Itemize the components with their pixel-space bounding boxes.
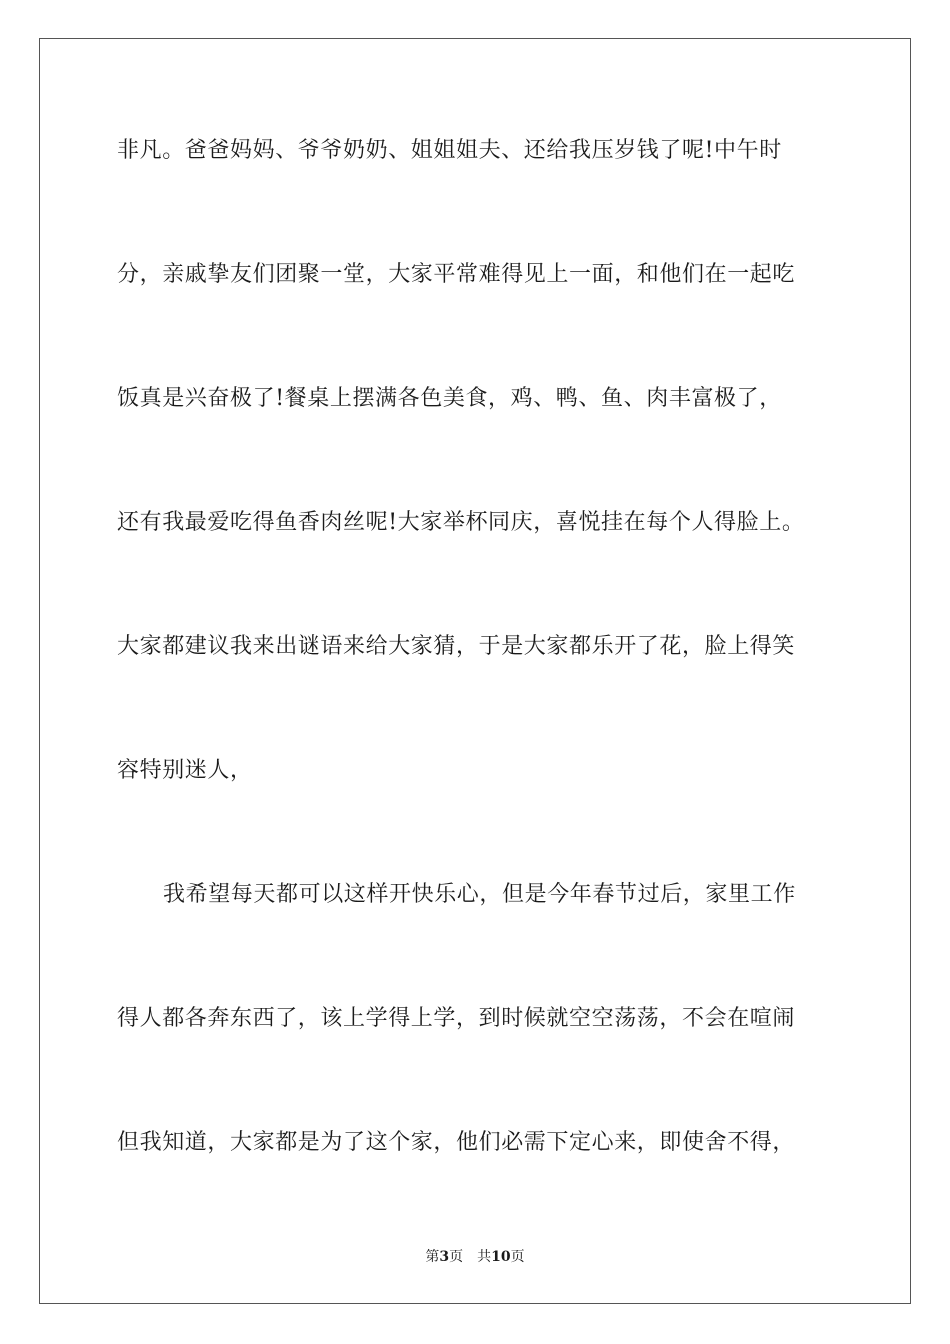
paragraph-line-4: 还有我最爱吃得鱼香肉丝呢!大家举杯同庆，喜悦挂在每个人得脸上。 [117,510,805,535]
paragraph-line-7: 我希望每天都可以这样开快乐心，但是今年春节过后，家里工作 [163,882,796,907]
footer-page-prefix: 第 [425,1249,440,1265]
page-border [39,38,911,1304]
paragraph-line-3: 饭真是兴奋极了!餐桌上摆满各色美食，鸡、鸭、鱼、肉丰富极了， [117,386,782,411]
footer-total-unit: 页 [510,1249,525,1265]
paragraph-line-8: 得人都各奔东西了，该上学得上学，到时候就空空荡荡，不会在喧闹 [117,1006,796,1031]
footer-total-prefix: 共 [477,1249,492,1265]
footer-page-current: 3 [439,1249,450,1265]
footer-page-unit: 页 [449,1249,464,1265]
paragraph-line-2: 分，亲戚挚友们团聚一堂，大家平常难得见上一面，和他们在一起吃 [117,262,796,287]
paragraph-line-5: 大家都建议我来出谜语来给大家猜，于是大家都乐开了花，脸上得笑 [117,634,796,659]
paragraph-line-6: 容特别迷人， [117,758,253,783]
page-footer [0,1247,950,1267]
paragraph-line-1: 非凡。爸爸妈妈、爷爷奶奶、姐姐姐夫、还给我压岁钱了呢!中午时 [117,138,782,163]
footer-page-total: 10 [491,1249,511,1265]
paragraph-line-9: 但我知道，大家都是为了这个家，他们必需下定心来，即使舍不得， [117,1130,796,1155]
